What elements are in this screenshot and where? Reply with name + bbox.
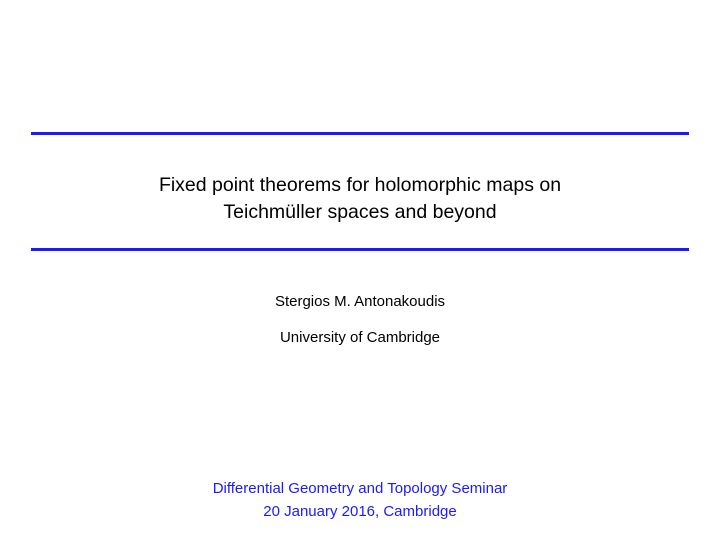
title-rule-top (31, 132, 689, 135)
title-line-1: Fixed point theorems for holomorphic maps on (158, 174, 562, 196)
author-affiliation: University of Cambridge (279, 329, 441, 346)
slide-title (0, 172, 720, 226)
seminar-date-place: 20 January 2016, Cambridge (263, 503, 457, 520)
author-name: Stergios M. Antonakoudis (274, 293, 446, 310)
title-line-2: Teichmüller spaces and beyond (223, 201, 497, 223)
seminar-venue: Differential Geometry and Topology Seminar (212, 480, 508, 497)
title-rule-bottom (31, 248, 689, 251)
